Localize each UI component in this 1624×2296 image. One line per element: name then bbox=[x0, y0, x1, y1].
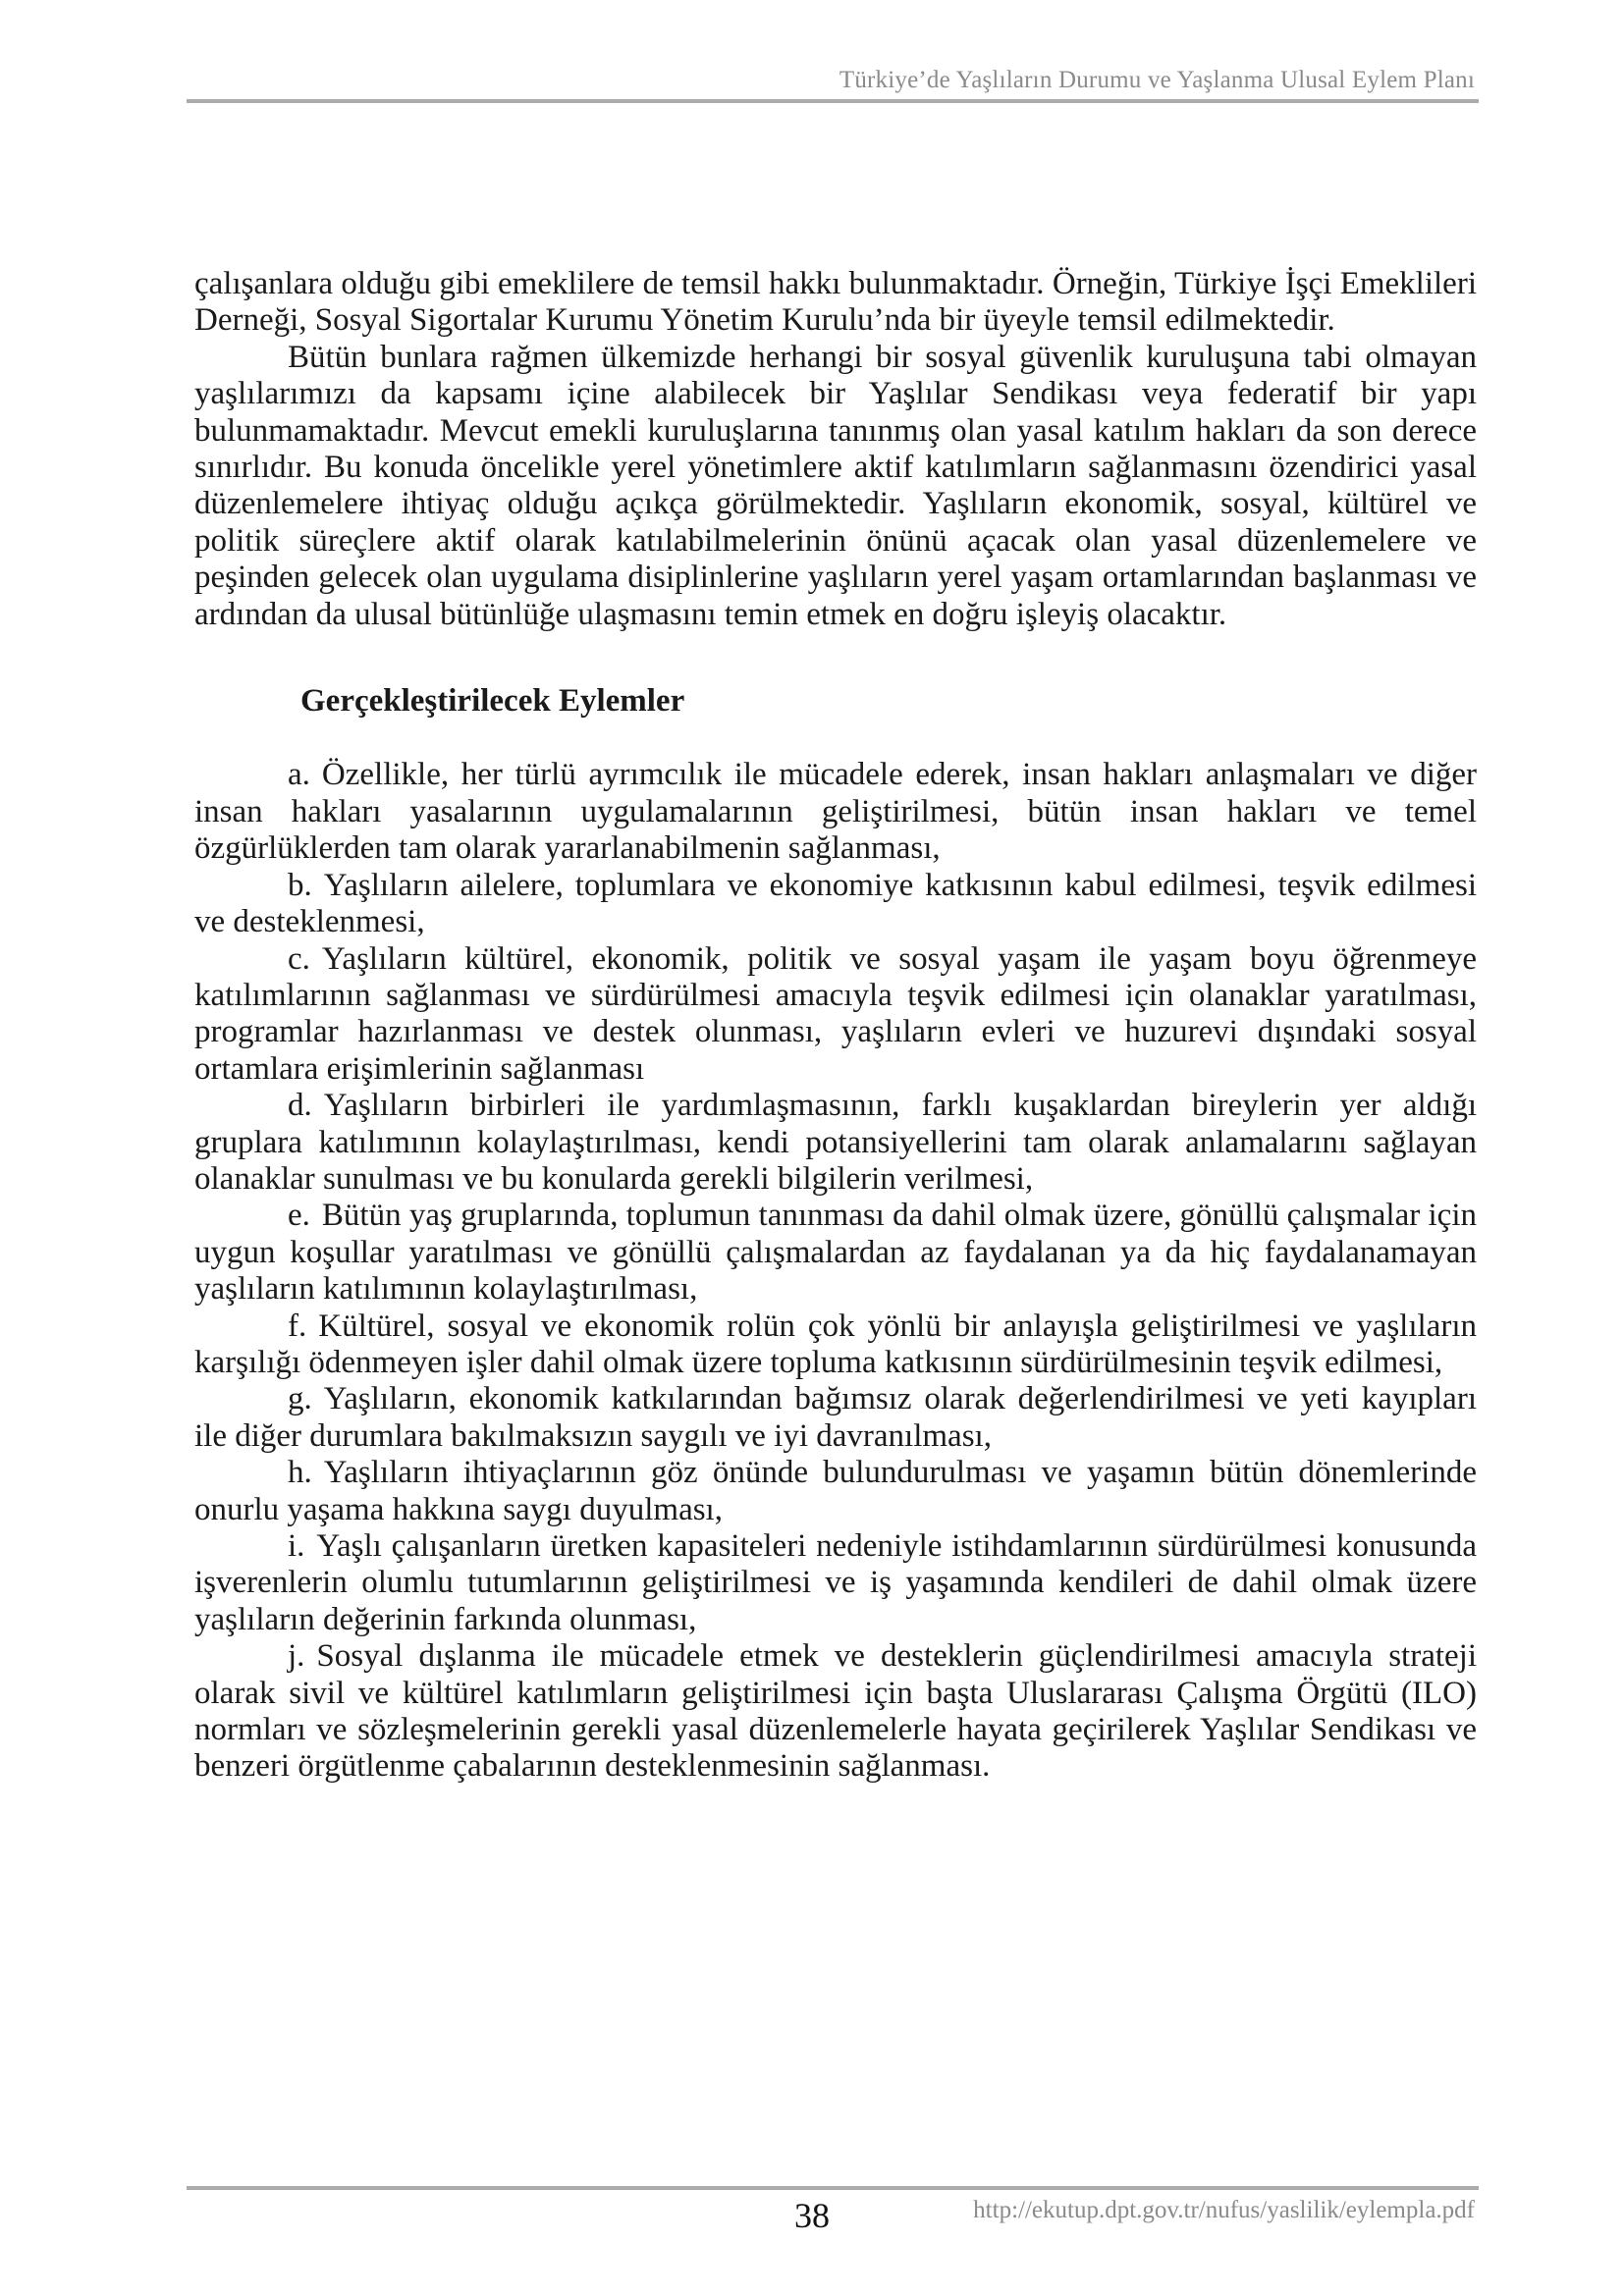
action-item-d bbox=[194, 1088, 1477, 1198]
action-item-g-text: Yaşlıların, ekonomik katkılarından bağımsız olarak değerlendirilmesi ve yeti kayıpları ile diğer durumlara bakılmaksızın saygılı ve iyi davranılması, bbox=[194, 1381, 1477, 1454]
paragraph-1: çalışanlara olduğu gibi emeklilere de temsil hakkı bulunmaktadır. Örneğin, Türkiye İşçi Emeklileri Derneği, Sosyal Sigortalar Kurumu Yönetim Kurulu’nda bir üyeyle temsil edilmektedir. bbox=[194, 266, 1477, 339]
page-number: 38 bbox=[794, 2196, 830, 2235]
page-body bbox=[194, 266, 1477, 1786]
action-item-f bbox=[194, 1308, 1477, 1382]
action-item-a bbox=[194, 757, 1477, 867]
header-divider bbox=[187, 99, 1479, 103]
action-item-i-label: i. bbox=[288, 1528, 305, 1564]
running-header-title: Türkiye’de Yaşlıların Durumu ve Yaşlanma Ulusal Eylem Planı bbox=[839, 67, 1475, 93]
paragraph-2: Bütün bunlara rağmen ülkemizde herhangi bir sosyal güvenlik kuruluşuna tabi olmayan yaşlılarımızı da kapsamı içine alabilecek bir Yaşlılar Sendikası veya federatif bir yapı bulunmamaktadır. Mevcut emekli kuruluşlarına tanınmış olan yasal katılım hakları da son derece sınırlıdır. Bu konuda öncelikle yerel yönetimlere aktif katılımların sağlanmasını özendirici yasal düzenlemelere ihtiyaç olduğu açıkça görülmektedir. Yaşlıların ekonomik, sosyal, kültürel ve politik süreçlere aktif olarak katılabilmelerinin önünü açacak olan yasal düzenlemelere ve peşinden gelecek olan uygulama disiplinlerine yaşlıların yerel yaşam ortamlarından başlanması ve ardından da ulusal bütünlüğe ulaşmasını temin etmek en doğru işleyiş olacaktır. bbox=[194, 339, 1477, 632]
action-item-g bbox=[194, 1381, 1477, 1455]
action-item-b-text: Yaşlıların ailelere, toplumlara ve ekonomiye katkısının kabul edilmesi, teşvik edilmesi ve desteklenmesi, bbox=[194, 867, 1477, 940]
action-item-d-label: d. bbox=[288, 1088, 312, 1124]
action-item-a-label: a. bbox=[288, 757, 310, 793]
action-item-h bbox=[194, 1455, 1477, 1528]
action-item-e-text: Bütün yaş gruplarında, toplumun tanınması da dahil olmak üzere, gönüllü çalışmalar için uygun koşullar yaratılması ve gönüllü çalışmalardan az faydalanan ya da hiç faydalanamayan yaşlıların katılımının kolaylaştırılması, bbox=[194, 1198, 1477, 1308]
action-item-i-text: Yaşlı çalışanların üretken kapasiteleri nedeniyle istihdamlarının sürdürülmesi konusunda işverenlerin olumlu tutumlarının geliştirilmesi ve iş yaşamında kendileri de dahil olmak üzere yaşlıların değerinin farkında olunması, bbox=[194, 1528, 1477, 1637]
footer-url: http://ekutup.dpt.gov.tr/nufus/yaslilik/eylempla.pdf bbox=[973, 2197, 1475, 2223]
action-item-a-text: Özellikle, her türlü ayrımcılık ile mücadele ederek, insan hakları anlaşmaları ve diğer insan hakları yasalarının uygulamalarının geliştirilmesi, bütün insan hakları ve temel özgürlüklerden tam olarak yararlanabilmenin sağlanması, bbox=[194, 757, 1477, 867]
action-item-f-label: f. bbox=[288, 1308, 307, 1344]
action-item-f-text: Kültürel, sosyal ve ekonomik rolün çok yönlü bir anlayışla geliştirilmesi ve yaşlıların karşılığı ödenmeyen işler dahil olmak üzere topluma katkısının sürdürülmesinin teşvik edilmesi, bbox=[194, 1308, 1477, 1380]
footer-divider bbox=[187, 2186, 1479, 2190]
page-header bbox=[194, 67, 1475, 94]
action-item-i bbox=[194, 1528, 1477, 1638]
action-item-c-label: c. bbox=[288, 940, 310, 977]
action-item-d-text: Yaşlıların birbirleri ile yardımlaşmasının, farklı kuşaklardan bireylerin yer aldığı gruplara katılımının kolaylaştırılması, kendi potansiyellerini tam olarak anlamalarını sağlayan olanaklar sunulması ve bu konularda gerekli bilgilerin verilmesi, bbox=[194, 1088, 1477, 1197]
action-item-h-text: Yaşlıların ihtiyaçlarının göz önünde bulundurulması ve yaşamın bütün dönemlerinde onurlu yaşama hakkına saygı duyulması, bbox=[194, 1455, 1477, 1527]
action-item-b bbox=[194, 868, 1477, 941]
action-item-j-label: j. bbox=[288, 1638, 305, 1675]
action-item-b-label: b. bbox=[288, 867, 312, 903]
action-item-j-text: Sosyal dışlanma ile mücadele etmek ve desteklerin güçlendirilmesi amacıyla strateji olarak sivil ve kültürel katılımların geliştirilmesi için başta Uluslararası Çalışma Örgütü (ILO) normları ve sözleşmelerinin gerekli yasal düzenlemelerle hayata geçirilerek Yaşlılar Sendikası ve benzeri örgütlenme çabalarının desteklenmesinin sağlanması. bbox=[194, 1638, 1477, 1785]
action-item-c bbox=[194, 941, 1477, 1089]
action-item-e bbox=[194, 1198, 1477, 1308]
action-item-c-text: Yaşlıların kültürel, ekonomik, politik ve sosyal yaşam ile yaşam boyu öğrenmeye katılımlarının sağlanması ve sürdürülmesi amacıyla teşvik edilmesi için olanaklar yaratılması, programlar hazırlanması ve destek olunması, yaşlıların evleri ve huzurevi dışındaki sosyal ortamlara erişimlerinin sağlanması bbox=[194, 940, 1477, 1087]
action-item-g-label: g. bbox=[288, 1381, 312, 1417]
section-heading: Gerçekleştirilecek Eylemler bbox=[300, 683, 685, 720]
action-item-j bbox=[194, 1638, 1477, 1786]
action-item-h-label: h. bbox=[288, 1455, 312, 1491]
action-item-e-label: e. bbox=[288, 1198, 310, 1234]
